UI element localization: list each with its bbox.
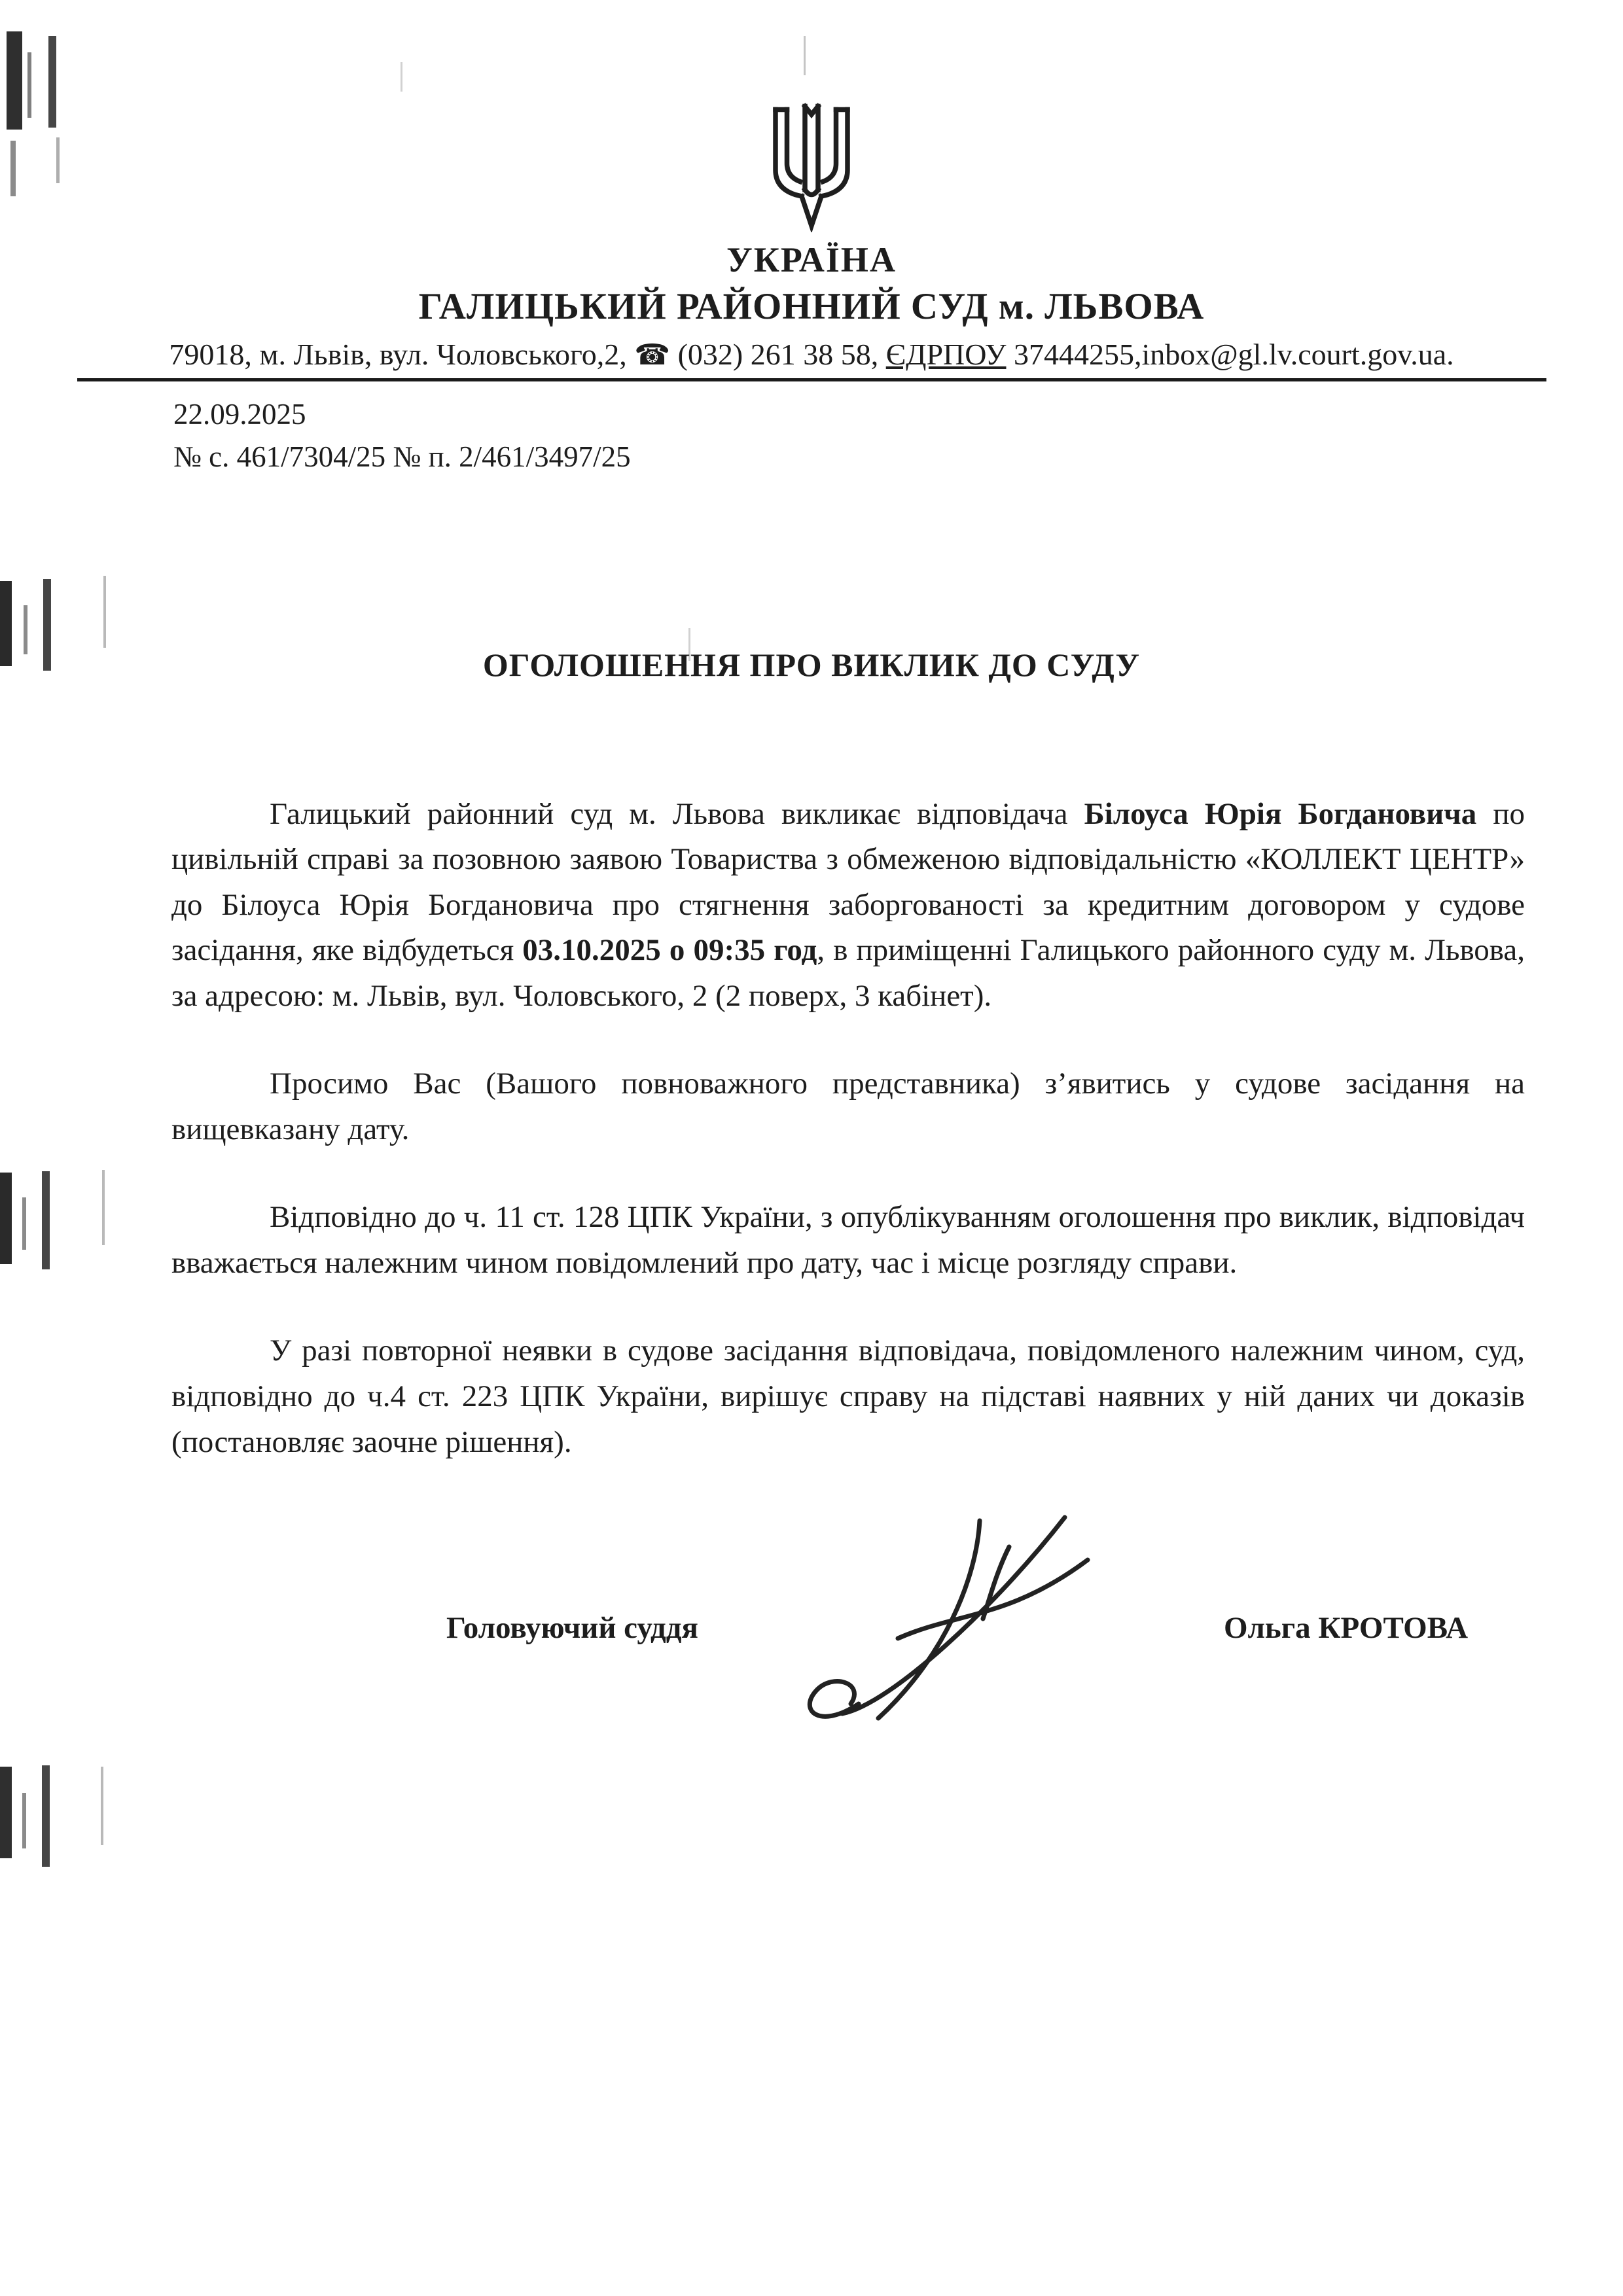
edrpou-and-email: 37444255,inbox@gl.lv.court.gov.ua. — [1013, 338, 1454, 371]
paragraph-consequences: У разі повторної неявки в судове засідання відповідача, повідомленого належним чином, суд, відповідно до ч.4 ст. 223 ЦПК України, вирішує справу на підставі наявних у ній даних чи доказів (постановляє заочне рішення). — [171, 1333, 1525, 1459]
address-text: 79018, м. Львів, вул. Чоловського,2, — [169, 338, 627, 371]
court-address-line — [0, 337, 1623, 372]
document-date: 22.09.2025 — [173, 398, 306, 431]
phone-number: (032) 261 38 58, — [677, 338, 879, 371]
ukraine-trident-emblem-icon — [762, 101, 861, 232]
judge-name: Ольга КРОТОВА — [1224, 1611, 1469, 1646]
header-divider — [77, 378, 1546, 381]
scan-artifact — [0, 581, 12, 666]
paragraph-summons — [171, 792, 1525, 1019]
text-run: , в приміщенні Галицького районного суду м. Львова, за адресою: м. Львів, вул. Чоловського, 2 (2 поверх, 3 кабінет). — [171, 933, 1525, 1013]
scan-artifact — [0, 1173, 12, 1264]
scan-artifact — [7, 31, 22, 130]
scan-artifact — [27, 52, 31, 118]
document-title: ОГОЛОШЕННЯ ПРО ВИКЛИК ДО СУДУ — [482, 646, 1141, 683]
scan-artifact — [103, 576, 106, 648]
scan-artifact — [401, 62, 402, 92]
scan-artifact — [0, 1767, 12, 1858]
scan-artifact — [24, 605, 27, 654]
hearing-datetime: 03.10.2025 о 09:35 год — [522, 933, 817, 968]
signature-block — [171, 1508, 1525, 1756]
scan-artifact — [48, 36, 56, 128]
scan-artifact — [22, 1197, 26, 1250]
scan-artifact — [43, 579, 51, 671]
reference-block — [173, 393, 1623, 479]
scan-artifact — [42, 1765, 50, 1867]
paragraph-legal-notice: Відповідно до ч. 11 ст. 128 ЦПК України, з опублікуванням оголошення про виклик, відповідач вважається належним чином повідомлений про дату, час і місце розгляду справи. — [171, 1200, 1525, 1280]
phone-icon: ☎ — [634, 338, 671, 372]
handwritten-signature — [780, 1508, 1147, 1730]
court-name: ГАЛИЦЬКИЙ РАЙОННИЙ СУД м. ЛЬВОВА — [418, 286, 1205, 327]
scan-artifact — [10, 141, 16, 196]
scan-artifact — [804, 36, 806, 75]
text-run: по цивільній справі за позовною заявою Товариства з обмеженою відповідальністю «КОЛЛЕКТ ЦЕНТР» до Білоуса Юрія Богдановича про стягнення заборгованості за кредитним договором у судове засідання, яке відбудеться — [171, 796, 1525, 968]
scan-artifact — [56, 137, 60, 183]
defendant-name: Білоуса Юрія Богдановича — [1084, 796, 1477, 831]
judge-role-label: Головуючий суддя — [446, 1611, 698, 1646]
paragraph-request: Просимо Вас (Вашого повноважного представника) з’явитись у судове засідання на вищевказану дату. — [171, 1067, 1525, 1146]
scan-artifact — [42, 1171, 50, 1269]
edrpou-label: ЄДРПОУ — [885, 338, 1007, 371]
scan-artifact — [22, 1793, 26, 1848]
document-header — [0, 0, 1623, 381]
scan-artifact — [101, 1767, 103, 1845]
scan-artifact — [688, 628, 690, 661]
document-body — [171, 792, 1525, 1757]
country-name: УКРАЇНА — [726, 240, 897, 279]
case-numbers: № с. 461/7304/25 № п. 2/461/3497/25 — [173, 440, 631, 474]
scan-artifact — [102, 1170, 105, 1245]
text-run: Галицький районний суд м. Львова викликає відповідача — [270, 796, 1084, 831]
